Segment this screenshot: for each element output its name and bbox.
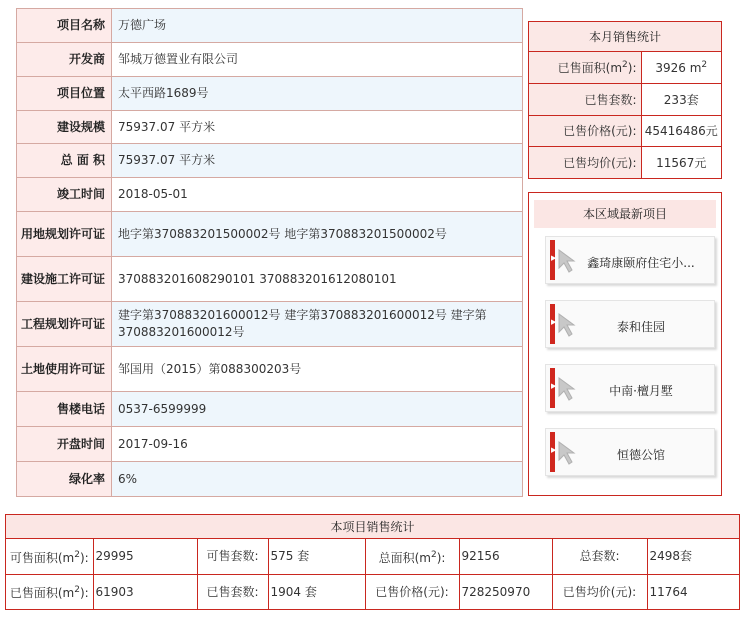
info-value: 2017-09-16 xyxy=(112,427,523,462)
info-value: 75937.07 平方米 xyxy=(112,111,523,144)
stat-value: 11567元 xyxy=(641,147,721,179)
project-link[interactable] xyxy=(545,236,715,284)
info-label: 建设施工许可证 xyxy=(17,257,112,302)
info-value: 6% xyxy=(112,462,523,497)
info-row-location xyxy=(17,77,523,111)
info-value: 邹国用（2015）第088300203号 xyxy=(112,347,523,392)
info-row-developer xyxy=(17,43,523,77)
stat-value: 233套 xyxy=(641,84,721,116)
info-value: 万德广场 xyxy=(112,9,523,43)
info-label: 项目名称 xyxy=(17,9,112,43)
info-row-green-rate xyxy=(17,462,523,497)
info-value: 太平西路1689号 xyxy=(112,77,523,111)
stat-value: 575 套 xyxy=(268,539,365,574)
stat-label: 总面积$(m^2)$: xyxy=(365,539,459,574)
info-label: 用地规划许可证 xyxy=(17,212,112,257)
stat-value: 61903 xyxy=(93,574,197,609)
info-row-phone xyxy=(17,392,523,427)
info-row-land-use-permit xyxy=(17,347,523,392)
info-label: 项目位置 xyxy=(17,77,112,111)
info-value: 邹城万德置业有限公司 xyxy=(112,43,523,77)
info-value: 2018-05-01 xyxy=(112,178,523,212)
project-name: 中南·檀月墅 xyxy=(609,384,673,398)
info-value: 建字第370883201600012号 建字第370883201600012号 建字第370883201600012号 xyxy=(112,302,523,347)
info-label: 土地使用许可证 xyxy=(17,347,112,392)
stat-label: 已售均价(元): xyxy=(552,574,647,609)
project-name: 恒德公馆 xyxy=(616,448,665,462)
info-label: 建设规模 xyxy=(17,111,112,144)
stat-label: 已售面积$(m^2)$: xyxy=(529,52,641,84)
monthly-row-sold-area xyxy=(529,52,721,84)
stat-label: 已售面积$(m^2)$: xyxy=(6,574,93,609)
stat-label: 总套数: xyxy=(552,539,647,574)
info-label: 竣工时间 xyxy=(17,178,112,212)
info-row-land-permit xyxy=(17,212,523,257)
project-sales-table xyxy=(6,539,739,609)
info-value: 0537-6599999 xyxy=(112,392,523,427)
stat-label: 可售套数: xyxy=(197,539,268,574)
arrow-right-icon: ▶ xyxy=(551,446,557,454)
stat-label: 已售套数: xyxy=(529,84,641,116)
stat-value: 3926 $m^2$ xyxy=(641,52,721,84)
info-label: 工程规划许可证 xyxy=(17,302,112,347)
stat-label: 已售价格(元): xyxy=(365,574,459,609)
monthly-row-avg-price xyxy=(529,147,721,179)
project-link[interactable] xyxy=(545,428,715,476)
project-link[interactable] xyxy=(545,300,715,348)
stat-value: 11764 xyxy=(649,584,688,599)
project-sales-row xyxy=(6,539,739,574)
stat-value: 728250970 xyxy=(459,574,552,609)
project-link[interactable] xyxy=(545,364,715,412)
info-value: 地字第370883201500002号 地字第370883201500002号 xyxy=(112,212,523,257)
project-name: 泰和佳园 xyxy=(616,320,665,334)
stat-value: 29995 xyxy=(93,539,197,574)
info-row-total-area xyxy=(17,144,523,178)
info-label: 开发商 xyxy=(17,43,112,77)
info-label: 绿化率 xyxy=(17,462,112,497)
monthly-sales-panel xyxy=(528,21,722,179)
info-row-opening xyxy=(17,427,523,462)
monthly-row-sold-price xyxy=(529,115,721,147)
info-label: 售楼电话 xyxy=(17,392,112,427)
arrow-right-icon: ▶ xyxy=(551,382,557,390)
stat-label: 已售套数: xyxy=(197,574,268,609)
project-sales-panel xyxy=(5,514,740,610)
latest-projects-panel xyxy=(528,192,722,496)
info-value: 370883201608290101 370883201612080101 xyxy=(112,257,523,302)
info-row-construction-permit xyxy=(17,257,523,302)
project-name: 鑫琦康颐府住宅小... xyxy=(587,256,695,270)
project-sales-title: 本项目销售统计 xyxy=(6,515,739,539)
monthly-sales-table xyxy=(529,52,721,178)
project-sales-row xyxy=(6,574,739,609)
monthly-sales-title: 本月销售统计 xyxy=(529,22,721,52)
info-label: 开盘时间 xyxy=(17,427,112,462)
info-row-name xyxy=(17,9,523,43)
info-row-completion xyxy=(17,178,523,212)
stat-label: 已售均价(元): xyxy=(529,147,641,179)
info-row-engineering-permit xyxy=(17,302,523,347)
stat-value: 2498套 xyxy=(647,539,739,574)
arrow-right-icon: ▶ xyxy=(551,254,557,262)
latest-projects-title: 本区域最新项目 xyxy=(534,200,716,228)
project-info-table xyxy=(16,8,523,497)
stat-value: 1904 套 xyxy=(268,574,365,609)
stat-label: 已售价格(元): xyxy=(529,115,641,147)
info-label: 总 面 积 xyxy=(17,144,112,178)
stat-label: 可售面积$(m^2)$: xyxy=(6,539,93,574)
info-row-scale xyxy=(17,111,523,144)
stat-value: 45416486元 xyxy=(641,115,721,147)
monthly-row-sold-units xyxy=(529,84,721,116)
arrow-right-icon: ▶ xyxy=(551,318,557,326)
info-value: 75937.07 平方米 xyxy=(112,144,523,178)
stat-value: 92156 xyxy=(459,539,552,574)
